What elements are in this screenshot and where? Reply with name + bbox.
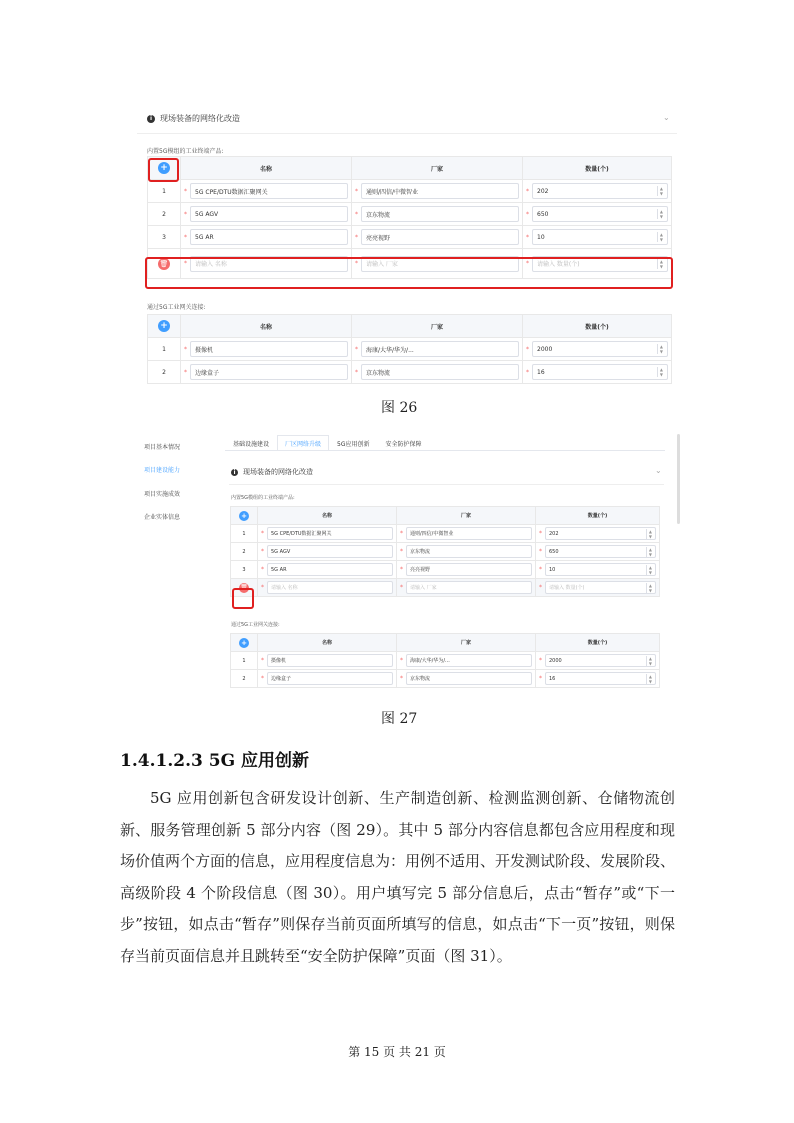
- name-cell: * 摄像机: [181, 338, 352, 361]
- vendor-input[interactable]: 亮亮视野: [361, 229, 519, 245]
- vendor-input[interactable]: 通则/四信/中微智业: [406, 527, 532, 540]
- section-header[interactable]: [147, 113, 240, 124]
- vendor-cell: * 亮亮视野: [397, 561, 536, 579]
- qty-cell: * 202 ▲ ▼: [523, 180, 672, 203]
- vendor-input[interactable]: 亮亮视野: [406, 563, 532, 576]
- name-placeholder: 请输入 名称: [195, 261, 227, 268]
- table-row: [231, 670, 660, 688]
- vendor-placeholder: 请输入 厂家: [410, 585, 437, 591]
- qty-cell: * 650 ▲ ▼: [523, 203, 672, 226]
- sidebar-item-implementation-results[interactable]: 项目实施成效: [144, 491, 181, 498]
- tab-security[interactable]: 安全防护保障: [385, 440, 422, 448]
- highlight-new-row: [145, 257, 673, 289]
- add-cell: [231, 507, 258, 525]
- vendor-cell: * 亮亮视野: [352, 226, 523, 249]
- figure-27: [137, 430, 682, 695]
- info-icon: i: [231, 469, 238, 476]
- section-heading: 1.4.1.2.3 5G 应用创新: [120, 751, 310, 771]
- stepper-arrows-icon[interactable]: ▲ ▼: [646, 674, 652, 684]
- table-row: [148, 203, 672, 226]
- col-header-vendor: 厂家: [397, 507, 536, 525]
- table-header-row: [148, 315, 672, 338]
- qty-cell: * 16 ▲ ▼: [523, 361, 672, 384]
- figure-26: [137, 95, 677, 385]
- qty-stepper[interactable]: [545, 563, 656, 576]
- name-input[interactable]: 5G CPE/DTU数据汇聚网关: [190, 183, 348, 199]
- table1-label: 内置5G模组的工业终端产品:: [231, 495, 295, 501]
- name-cell: * 请输入 名称: [258, 579, 397, 597]
- chevron-down-icon[interactable]: ⌄: [663, 113, 670, 122]
- figure-27-caption: 图 27: [381, 711, 418, 727]
- stepper-arrows-icon[interactable]: ▲ ▼: [646, 583, 652, 593]
- divider: [229, 484, 664, 485]
- vendor-cell: * 通则/四信/中微智业: [397, 525, 536, 543]
- col-header-qty: 数量(个): [523, 315, 672, 338]
- qty-value: 16: [549, 675, 556, 682]
- row-index: 2: [148, 361, 181, 384]
- plus-icon[interactable]: +: [158, 162, 170, 174]
- qty-value: 2000: [537, 345, 553, 353]
- section-title: 现场装备的网络化改造: [243, 468, 313, 476]
- name-input[interactable]: 5G AGV: [190, 206, 348, 222]
- row-index: 1: [231, 652, 258, 670]
- highlight-add-button: [148, 158, 179, 182]
- stepper-arrows-icon[interactable]: ▲ ▼: [657, 259, 663, 269]
- name-input[interactable]: [267, 581, 393, 594]
- row-index: 3: [148, 226, 181, 249]
- add-cell: [148, 315, 181, 338]
- col-header-qty: 数量(个): [536, 507, 660, 525]
- col-header-name: 名称: [181, 315, 352, 338]
- sidebar-item-entity-info[interactable]: 企业实体信息: [144, 514, 181, 521]
- vendor-input[interactable]: 通则/四信/中微智业: [361, 183, 519, 199]
- highlight-delete-button: [232, 588, 254, 609]
- col-header-qty: 数量(个): [523, 157, 672, 180]
- table-row: [148, 180, 672, 203]
- qty-stepper[interactable]: [545, 581, 656, 594]
- table2-label: 通过5G工业网关连接:: [147, 304, 206, 311]
- figure-26-caption: 图 26: [381, 400, 418, 416]
- qty-placeholder: 请输入 数量(个): [537, 261, 580, 268]
- name-cell: * 5G AR: [258, 561, 397, 579]
- vendor-input[interactable]: 京东物流: [406, 672, 532, 685]
- stepper-arrows-icon[interactable]: ▲ ▼: [646, 529, 652, 539]
- tab-network-upgrade[interactable]: 厂区网络升级: [277, 435, 329, 451]
- gateway-connected-table: [230, 633, 660, 688]
- plus-icon[interactable]: +: [239, 638, 249, 648]
- section-header[interactable]: [231, 467, 313, 477]
- name-cell: * 5G AGV: [181, 203, 352, 226]
- sidebar-item-basic-info[interactable]: 项目基本情况: [144, 444, 181, 451]
- name-input[interactable]: 边缘盒子: [267, 672, 393, 685]
- vendor-input[interactable]: [406, 581, 532, 594]
- body-paragraph: 5G 应用创新包含研发设计创新、生产制造创新、检测监测创新、仓储物流创新、服务管理创新 5 部分内容（图 29）。其中 5 部分内容信息都包含应用程度和现场价值两个方面的信息，应用程度信息为：用例不适用、开发测试阶段、发展阶段、高级阶段 4 个阶段信息（图 30）。用户填写完 5 部分信息后，点击“暂存”或“下一步”按钮，如点击“暂存”则保存当前页面所填写的信息，如点击“下一页”按钮，则保存当前页面信息并且跳转至“安全防护保障”页面（图 31）。: [120, 789, 676, 965]
- plus-icon[interactable]: +: [158, 320, 170, 332]
- name-input[interactable]: 5G AR: [190, 229, 348, 245]
- add-cell: [231, 634, 258, 652]
- scrollbar[interactable]: [677, 434, 680, 524]
- qty-value: 10: [549, 566, 556, 573]
- vendor-cell: * 京东物流: [352, 203, 523, 226]
- table-header-row: [231, 507, 660, 525]
- name-input[interactable]: 5G CPE/DTU数据汇聚网关: [267, 527, 393, 540]
- qty-stepper[interactable]: [545, 545, 656, 558]
- qty-value: 202: [549, 530, 559, 537]
- name-cell: * 5G AGV: [258, 543, 397, 561]
- vendor-input[interactable]: 海康/大华/华为/...: [361, 341, 519, 357]
- vendor-input[interactable]: 京东物流: [361, 364, 519, 380]
- name-input[interactable]: 5G AGV: [267, 545, 393, 558]
- stepper-arrows-icon[interactable]: ▲ ▼: [646, 656, 652, 666]
- table-row: [231, 561, 660, 579]
- qty-cell: * 202 ▲ ▼: [536, 525, 660, 543]
- qty-value: 202: [537, 187, 549, 195]
- stepper-arrows-icon[interactable]: ▲ ▼: [657, 209, 663, 219]
- table-row: [231, 525, 660, 543]
- divider: [137, 133, 677, 134]
- name-cell: * 5G CPE/DTU数据汇聚网关: [258, 525, 397, 543]
- name-placeholder: 请输入 名称: [271, 585, 298, 591]
- stepper-arrows-icon[interactable]: ▲ ▼: [657, 344, 663, 354]
- qty-value: 10: [537, 233, 545, 241]
- name-input[interactable]: 边缘盒子: [190, 364, 348, 380]
- qty-cell: * 10 ▲ ▼: [523, 226, 672, 249]
- qty-cell: * 2000 ▲ ▼: [536, 652, 660, 670]
- col-header-vendor: 厂家: [352, 315, 523, 338]
- qty-stepper[interactable]: [532, 183, 668, 199]
- name-input[interactable]: 5G AR: [267, 563, 393, 576]
- vendor-cell: * 请输入 厂家: [352, 249, 523, 279]
- row-index: 3: [231, 561, 258, 579]
- vendor-cell: * 京东物流: [397, 670, 536, 688]
- table-row: [231, 652, 660, 670]
- name-cell: * 摄像机: [258, 652, 397, 670]
- name-cell: * 边缘盒子: [258, 670, 397, 688]
- name-input[interactable]: 摄像机: [267, 654, 393, 667]
- name-cell: * 5G AR: [181, 226, 352, 249]
- qty-value: 650: [537, 210, 549, 218]
- vendor-placeholder: 请输入 厂家: [366, 261, 398, 268]
- table-row: [148, 338, 672, 361]
- qty-placeholder: 请输入 数量(个): [549, 585, 585, 591]
- name-cell: * 请输入 名称: [181, 249, 352, 279]
- row-index: 1: [148, 338, 181, 361]
- section-title: 现场装备的网络化改造: [160, 114, 240, 123]
- qty-cell: * 请输入 数量(个) ▲ ▼: [536, 579, 660, 597]
- col-header-name: 名称: [258, 507, 397, 525]
- col-header-vendor: 厂家: [397, 634, 536, 652]
- qty-cell: * 请输入 数量(个) ▲ ▼: [523, 249, 672, 279]
- qty-cell: * 16 ▲ ▼: [536, 670, 660, 688]
- col-header-qty: 数量(个): [536, 634, 660, 652]
- stepper-arrows-icon[interactable]: ▲ ▼: [657, 367, 663, 377]
- stepper-arrows-icon[interactable]: ▲ ▼: [657, 186, 663, 196]
- vendor-input[interactable]: 海康/大华/华为/...: [406, 654, 532, 667]
- qty-stepper[interactable]: [532, 229, 668, 245]
- table2-label: 通过5G工业网关连接:: [231, 622, 280, 628]
- vendor-cell: * 海康/大华/华为/...: [352, 338, 523, 361]
- row-index: 2: [148, 203, 181, 226]
- plus-icon[interactable]: +: [239, 511, 249, 521]
- vendor-cell: * 请输入 厂家: [397, 579, 536, 597]
- chevron-down-icon[interactable]: ⌄: [655, 466, 662, 475]
- vendor-cell: * 海康/大华/华为/...: [397, 652, 536, 670]
- vendor-cell: * 京东物流: [352, 361, 523, 384]
- vendor-input[interactable]: 京东物流: [361, 206, 519, 222]
- qty-stepper[interactable]: [532, 364, 668, 380]
- row-index: 1: [148, 180, 181, 203]
- page-footer: 第 15 页 共 21 页: [348, 1045, 446, 1059]
- tab-5g-innovation[interactable]: 5G应用创新: [337, 440, 370, 448]
- name-cell: * 边缘盒子: [181, 361, 352, 384]
- terminal-products-table: [230, 506, 660, 597]
- table-header-row: [148, 157, 672, 180]
- qty-cell: * 2000 ▲ ▼: [523, 338, 672, 361]
- info-icon: i: [147, 115, 155, 123]
- col-header-name: 名称: [181, 157, 352, 180]
- vendor-input[interactable]: 京东物流: [406, 545, 532, 558]
- qty-stepper[interactable]: [545, 672, 656, 685]
- vendor-cell: * 京东物流: [397, 543, 536, 561]
- qty-stepper[interactable]: [532, 341, 668, 357]
- vendor-cell: * 通则/四信/中微智业: [352, 180, 523, 203]
- col-header-vendor: 厂家: [352, 157, 523, 180]
- trash-icon[interactable]: 🗑: [159, 259, 169, 268]
- qty-value: 650: [549, 548, 559, 555]
- name-cell: * 5G CPE/DTU数据汇聚网关: [181, 180, 352, 203]
- stepper-arrows-icon[interactable]: ▲ ▼: [646, 565, 652, 575]
- gateway-connected-table: [147, 314, 672, 384]
- table-row: [231, 543, 660, 561]
- row-index: 2: [231, 670, 258, 688]
- stepper-arrows-icon[interactable]: ▲ ▼: [646, 547, 652, 557]
- table-row: [148, 226, 672, 249]
- qty-stepper[interactable]: [545, 654, 656, 667]
- sidebar-item-construction-capability[interactable]: 项目建设能力: [144, 467, 181, 474]
- qty-stepper[interactable]: [532, 206, 668, 222]
- qty-value: 2000: [549, 657, 562, 664]
- table-header-row: [231, 634, 660, 652]
- new-table-row: [231, 579, 660, 597]
- tab-bar: [225, 435, 430, 451]
- qty-cell: * 650 ▲ ▼: [536, 543, 660, 561]
- qty-value: 16: [537, 368, 545, 376]
- qty-cell: * 10 ▲ ▼: [536, 561, 660, 579]
- tab-divider: [225, 450, 665, 451]
- tab-infrastructure[interactable]: 基础设施建设: [233, 440, 270, 448]
- qty-stepper[interactable]: [545, 527, 656, 540]
- table1-label: 内置5G模组的工业终端产品:: [147, 148, 224, 155]
- row-index: 2: [231, 543, 258, 561]
- col-header-name: 名称: [258, 634, 397, 652]
- trash-icon[interactable]: 🗑: [240, 584, 248, 591]
- stepper-arrows-icon[interactable]: ▲ ▼: [657, 232, 663, 242]
- table-row: [148, 361, 672, 384]
- row-index: 1: [231, 525, 258, 543]
- name-input[interactable]: 摄像机: [190, 341, 348, 357]
